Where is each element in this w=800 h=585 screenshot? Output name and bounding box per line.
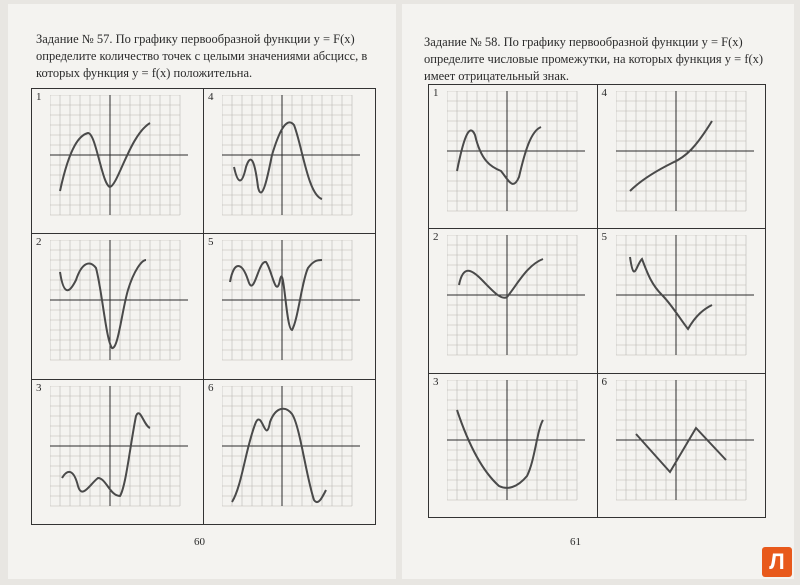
graph-cell xyxy=(429,374,597,517)
task-text: По графику первообразной функции y = F(x) определите количество точек с целыми значениями абсцисс, в которых функция y = f(x) положительна. xyxy=(36,32,368,80)
antiderivative-curve xyxy=(62,413,150,496)
task-number: Задание № 57. xyxy=(36,32,113,46)
graph-cell xyxy=(204,380,375,524)
graph-plot xyxy=(222,240,372,375)
antiderivative-curve xyxy=(630,121,712,191)
antiderivative-curve xyxy=(60,260,146,348)
right-page xyxy=(402,4,794,579)
antiderivative-curve xyxy=(60,123,150,191)
graph-cell xyxy=(598,85,766,228)
cell-number: 2 xyxy=(36,236,42,249)
graph-plot xyxy=(50,386,200,521)
graph-cell xyxy=(204,234,375,378)
graph-cell xyxy=(598,374,766,517)
graph-cell xyxy=(598,229,766,372)
graph-cell xyxy=(32,89,203,233)
graphs-table xyxy=(31,88,376,525)
task-text: По графику первообразной функции y = F(x) определите числовые промежутки, на которых функция y = f(x) имеет отрицательный знак. xyxy=(424,35,764,83)
graph-cell xyxy=(32,380,203,524)
cell-number: 3 xyxy=(433,375,439,388)
cell-number: 5 xyxy=(208,236,214,249)
cell-number: 1 xyxy=(433,87,439,99)
page-number: 61 xyxy=(570,536,581,548)
graph-cell xyxy=(204,89,375,233)
task-57-title xyxy=(36,31,386,82)
cell-number: 2 xyxy=(433,231,439,244)
graph-plot xyxy=(50,95,200,230)
graph-plot xyxy=(50,240,200,375)
cell-number: 4 xyxy=(601,87,607,99)
cell-number: 6 xyxy=(601,375,607,388)
publisher-logo: Л xyxy=(762,547,792,577)
antiderivative-curve xyxy=(234,122,322,199)
page-number: 60 xyxy=(194,536,205,548)
cell-number: 3 xyxy=(36,381,42,394)
antiderivative-curve xyxy=(630,257,712,329)
graph-plot xyxy=(616,235,766,370)
graph-plot xyxy=(616,380,766,515)
antiderivative-curve xyxy=(457,127,541,184)
task-number: Задание № 58. xyxy=(424,35,501,49)
graphs-table xyxy=(428,84,766,518)
graph-cell xyxy=(32,234,203,378)
graph-plot xyxy=(447,380,597,515)
graph-cell xyxy=(429,229,597,372)
cell-number: 1 xyxy=(36,91,42,103)
cell-number: 6 xyxy=(208,381,214,394)
graph-plot xyxy=(616,91,766,226)
left-page xyxy=(8,4,396,579)
cell-number: 5 xyxy=(601,231,607,244)
graph-plot xyxy=(447,235,597,370)
antiderivative-curve xyxy=(457,410,543,488)
graph-plot xyxy=(447,91,597,226)
cell-number: 4 xyxy=(208,91,214,103)
graph-plot xyxy=(222,386,372,521)
graph-plot xyxy=(222,95,372,230)
graph-cell xyxy=(429,85,597,228)
task-58-title xyxy=(424,34,779,85)
antiderivative-curve xyxy=(230,260,322,330)
